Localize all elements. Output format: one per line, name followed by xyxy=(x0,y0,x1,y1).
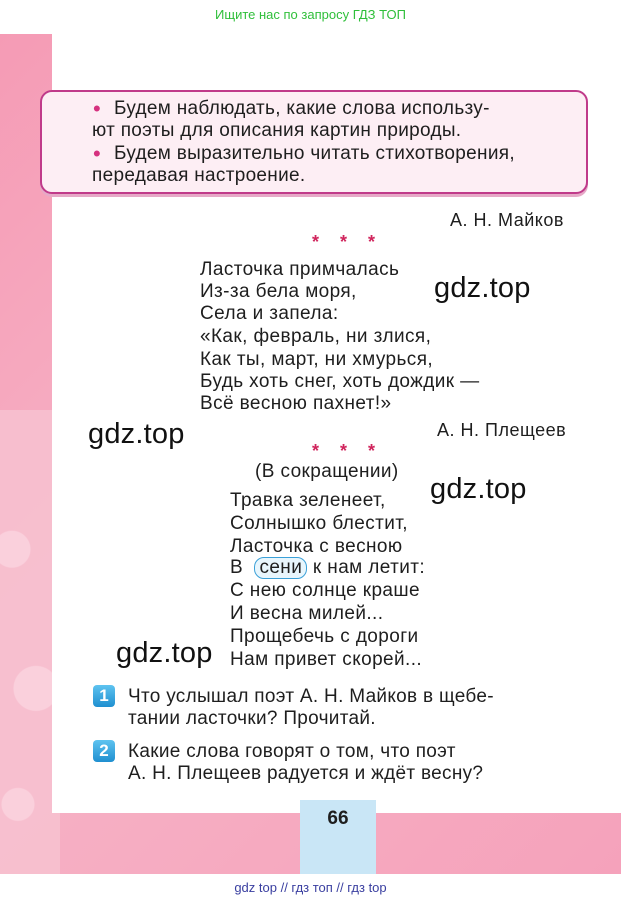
poem-1-line: Как ты, март, ни хмурься, xyxy=(200,349,434,370)
bullet-icon: • xyxy=(93,141,101,166)
question-2-number-icon: 2 xyxy=(93,740,115,762)
footer-links[interactable]: gdz top // гдз топ // гдз top xyxy=(234,880,387,895)
goal-2-line-2: передавая настроение. xyxy=(92,165,306,186)
watermark: gdz.top xyxy=(434,272,531,304)
highlighted-word[interactable]: сени xyxy=(254,557,307,579)
poem-2-line-start: В xyxy=(230,557,244,578)
question-1-line-2: тании ласточки? Прочитай. xyxy=(128,708,376,729)
poem-1-line: Всё весною пахнет!» xyxy=(200,393,392,414)
goal-1-line-1: Будем наблюдать, какие слова использу- xyxy=(114,98,490,119)
header-search-link[interactable]: Ищите нас по запросу ГДЗ ТОП xyxy=(215,7,406,22)
poem-2-line: С нею солнце краше xyxy=(230,580,421,601)
poem-2-note: (В сокращении) xyxy=(255,461,399,482)
poem-1-line: Ласточка примчалась xyxy=(200,259,400,280)
poem-2-line-rest: к нам летит: xyxy=(312,557,426,578)
poem-1-stars: * * * xyxy=(312,232,384,252)
poem-2-author: А. Н. Плещеев xyxy=(437,420,567,440)
question-1-line-1: Что услышал поэт А. Н. Майков в щебе- xyxy=(128,686,494,707)
goal-2-line-1: Будем выразительно читать стихотворения, xyxy=(114,143,515,164)
decorative-swirl xyxy=(0,410,60,874)
watermark: gdz.top xyxy=(116,637,213,669)
poem-2-line: Солнышко блестит, xyxy=(230,513,408,534)
poem-2-line: Травка зеленеет, xyxy=(230,490,386,511)
poem-1-line: Из-за бела моря, xyxy=(200,281,357,302)
bullet-icon: • xyxy=(93,96,101,121)
question-2-line-1: Какие слова говорят о том, что поэт xyxy=(128,741,456,762)
poem-2-stars: * * * xyxy=(312,441,384,461)
poem-2-line: И весна милей... xyxy=(230,603,384,624)
question-1-number-icon: 1 xyxy=(93,685,115,707)
poem-1-line: «Как, февраль, ни злися, xyxy=(200,326,432,347)
poem-2-line: Нам привет скорей... xyxy=(230,649,423,670)
poem-2-line: Прощебечь с дороги xyxy=(230,626,419,647)
watermark: gdz.top xyxy=(88,418,185,450)
goal-1-line-2: ют поэты для описания картин природы. xyxy=(92,120,462,141)
poem-2-line: Ласточка с весною xyxy=(230,536,403,557)
question-2-line-2: А. Н. Плещеев радуется и ждёт весну? xyxy=(128,763,484,784)
poem-1-line: Будь хоть снег, хоть дождик — xyxy=(200,371,480,392)
page-number: 66 xyxy=(327,808,349,829)
poem-1-line: Села и запела: xyxy=(200,303,339,324)
poem-1-author: А. Н. Майков xyxy=(450,210,564,230)
poem-2-line-with-highlight xyxy=(230,557,425,579)
watermark: gdz.top xyxy=(430,473,527,505)
